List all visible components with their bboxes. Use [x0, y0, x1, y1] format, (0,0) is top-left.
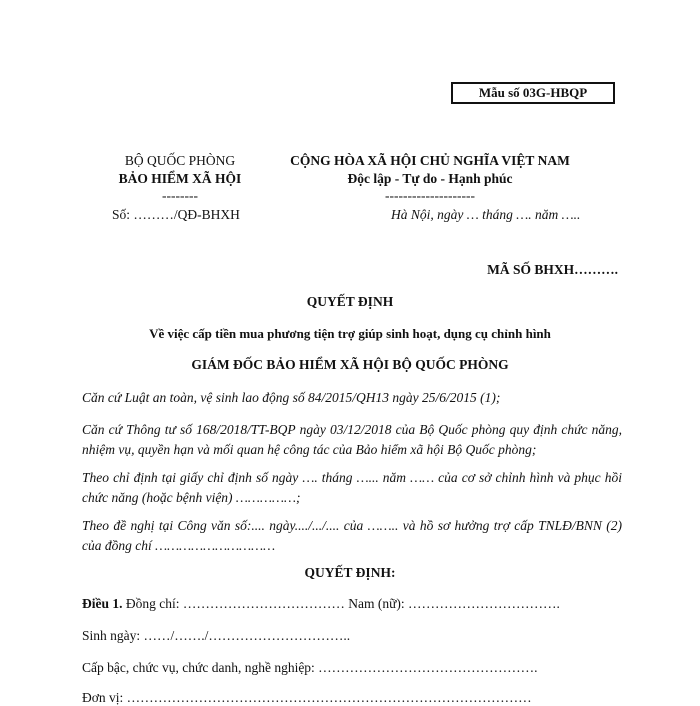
basis-proposal: Theo đề nghị tại Công văn số:.... ngày..../.../.... của …….. và hồ sơ hưởng trợ cấp TNLĐ/BNN (2) của đồng chí ………………………… [82, 518, 622, 553]
header-left-divider: -------- [162, 188, 198, 203]
header-right-divider: -------------------- [385, 188, 475, 203]
decision-subject: Về việc cấp tiền mua phương tiện trợ giúp sinh hoạt, dụng cụ chỉnh hình [149, 326, 551, 341]
decision-title: QUYẾT ĐỊNH [306, 294, 394, 309]
basis-law: Căn cứ Luật an toàn, vệ sinh lao động số 84/2015/QH13 ngày 25/6/2015 (1); [82, 390, 501, 405]
basis-circular: Căn cứ Thông tư số 168/2018/TT-BQP ngày 03/12/2018 của Bộ Quốc phòng quy định chức năng, nhiệm vụ, quyền hạn và mối quan hệ công tác của Bảo hiểm xã hội Bộ Quốc phòng; [82, 422, 622, 457]
header-right [270, 152, 590, 204]
place-date: Hà Nội, ngày … tháng …. năm ….. [391, 207, 581, 222]
country-name: CỘNG HÒA XÃ HỘI CHỦ NGHĨA VIỆT NAM [290, 153, 570, 168]
basis-designation: Theo chỉ định tại giấy chỉ định số ngày …. tháng …... năm …… của cơ sở chỉnh hình và phục hồi chức năng (hoặc bệnh viện) ……………; [82, 470, 622, 505]
agency-name: BẢO HIỂM XÃ HỘI [118, 171, 242, 186]
article-1-text: Đồng chí: ……………………………… Nam (nữ): ……………………………. [122, 596, 560, 611]
field-birth-date: Sinh ngày: ……/……./………………………….. [82, 628, 351, 643]
field-rank-position: Cấp bậc, chức vụ, chức danh, nghề nghiệp: …………………………………………. [82, 660, 538, 675]
social-insurance-code: MÃ SỐ BHXH………. [487, 262, 618, 277]
document-number: Số: ………/QĐ-BHXH [112, 207, 240, 222]
ministry-name: BỘ QUỐC PHÒNG [124, 153, 236, 168]
issuer-title: GIÁM ĐỐC BẢO HIỂM XÃ HỘI BỘ QUỐC PHÒNG [191, 357, 509, 372]
motto: Độc lập - Tự do - Hạnh phúc [347, 171, 513, 186]
article-1-label: Điều 1. [82, 596, 123, 611]
article-1 [82, 596, 560, 612]
field-unit: Đơn vị: ……………………………………………………………………………… [82, 690, 532, 705]
form-code-box: Mẫu số 03G-HBQP [451, 82, 615, 104]
decision-heading: QUYẾT ĐỊNH: [304, 565, 396, 580]
header-left [95, 152, 265, 204]
